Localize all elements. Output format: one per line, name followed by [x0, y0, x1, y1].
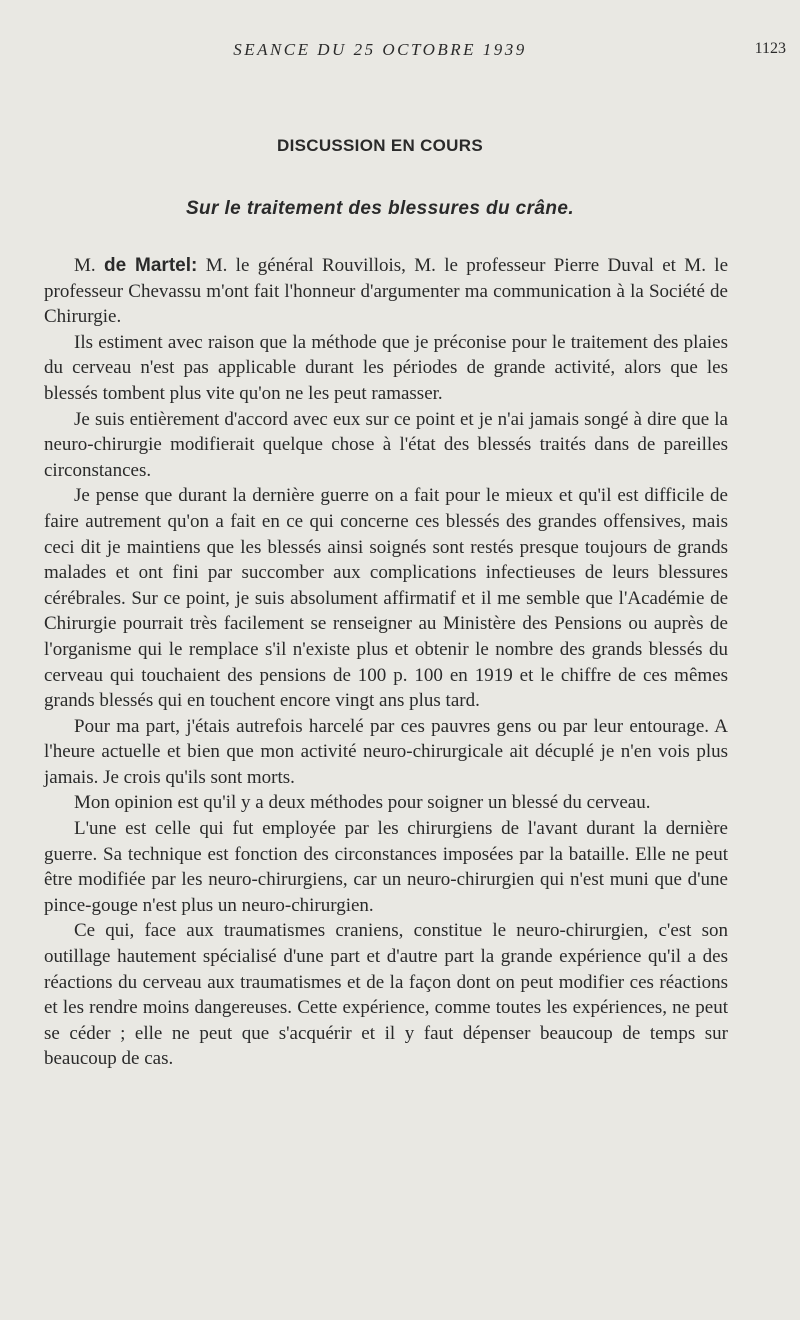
- paragraph-7: L'une est celle qui fut employée par les chirurgiens de l'avant durant la dernière guerre. Sa technique est fonction des circonstances imposées par la bataille. Elle ne peut être modifiée par les neuro-chirurgiens, car un neuro-chirurgien qui n'est muni que d'une pince-gouge n'est plus un neuro-chirurgien.: [44, 818, 728, 916]
- paragraph-3: Je suis entièrement d'accord avec eux sur ce point et je n'ai jamais songé à dire que la neuro-chirurgie modifierait quelque chose à l'état des blessés traités dans de pareilles circonstances.: [44, 408, 728, 481]
- running-header: [0, 40, 800, 64]
- speaker-name: de Martel:: [104, 255, 198, 276]
- paragraph-text: M. le général Rouvillois, M. le professeur Pierre Duval et M. le professeur Chevassu m'ont fait l'honneur d'argumenter ma communication à la Société de Chirurgie.: [44, 255, 728, 328]
- running-title: SEANCE DU 25 OCTOBRE 1939: [233, 40, 527, 59]
- paragraph-2: Ils estiment avec raison que la méthode que je préconise pour le traitement des plaies du cerveau n'est pas applicable durant les périodes de grande activité, alors que les blessés tombent plus vite qu'on ne les peut ramasser.: [44, 331, 728, 404]
- paragraph-8: Ce qui, face aux traumatismes craniens, constitue le neuro-chirurgien, c'est son outillage hautement spécialisé d'une part et d'autre part la grande expérience qu'il a des réactions du cerveau aux traumatismes et de la façon dont on peut modifier ces réactions et les rendre moins dangereuses. Cette expérience, comme toutes les expériences, ne peut se céder ; elle ne peut que s'acquérir et il y faut dépenser beaucoup de temps sur beaucoup de cas.: [44, 920, 728, 1070]
- paragraph-5: Pour ma part, j'étais autrefois harcelé par ces pauvres gens ou par leur entourage. A l'heure actuelle et bien que mon activité neuro-chirurgicale ait décuplé je n'en vois plus jamais. Je crois qu'ils sont morts.: [44, 715, 728, 788]
- section-heading: DISCUSSION EN COURS: [277, 136, 483, 155]
- article-body: [44, 253, 728, 1072]
- speaker-prefix: M.: [74, 255, 96, 276]
- paragraph-6: Mon opinion est qu'il y a deux méthodes pour soigner un blessé du cerveau.: [74, 792, 651, 814]
- page-number: 1123: [754, 40, 786, 57]
- paragraph-4: Je pense que durant la dernière guerre on a fait pour le mieux et qu'il est difficile de faire autrement qu'on a fait en ce qui concerne ces blessés des grandes offensives, mais ceci dit je maintiens que les blessés ainsi soignés sont restés presque toujours de grands malades et ont fini par succomber aux complications infectieuses de leurs blessures cérébrales. Sur ce point, je suis absolument affirmatif et il me semble que l'Académie de Chirurgie pourrait très facilement se renseigner au Ministère des Pensions ou auprès de l'organisme qui le remplace s'il n'existe plus et obtenir le nombre des grands blessés du cerveau qui touchaient des pensions de 100 p. 100 en 1919 et le chiffre de ces mêmes grands blessés qui en touchent encore vingt ans plus tard.: [44, 485, 728, 712]
- article-title: Sur le traitement des blessures du crâne.: [185, 198, 575, 219]
- paragraph-1: [44, 253, 728, 330]
